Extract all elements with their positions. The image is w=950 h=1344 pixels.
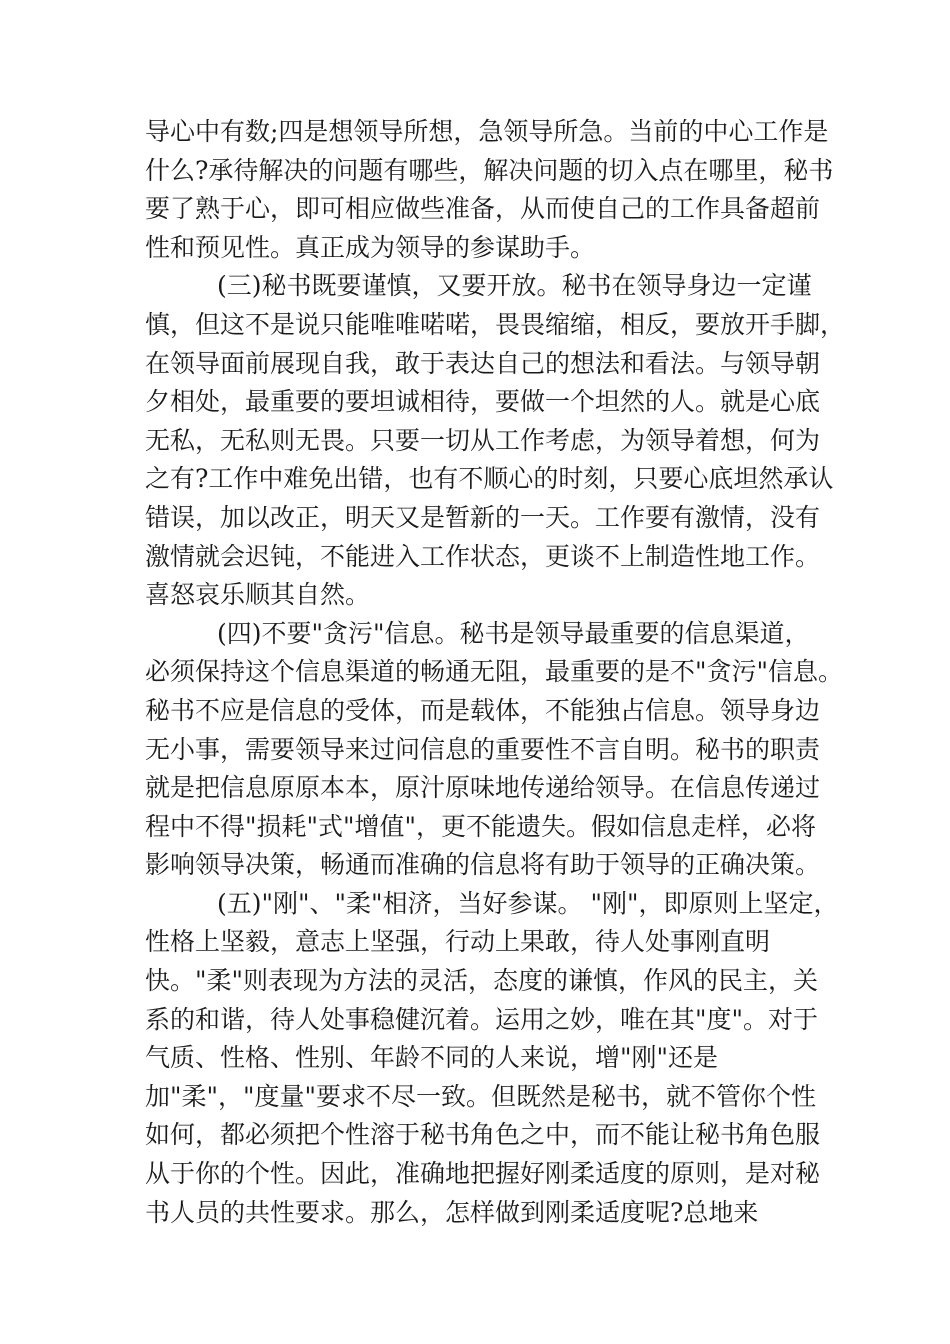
text-line: 从于你的个性。因此，准确地把握好刚柔适度的原则，是对秘 — [145, 1159, 821, 1189]
text-line: 快。"柔"则表现为方法的灵活，态度的谦慎，作风的民主，关 — [145, 966, 819, 996]
text-line: 影响领导决策，畅通而准确的信息将有助于领导的正确决策。 — [145, 850, 821, 880]
text-line: 夕相处，最重要的要坦诚相待，要做一个坦然的人。就是心底 — [145, 387, 821, 417]
text-line: 之有?工作中难免出错，也有不顺心的时刻，只要心底坦然承认 — [145, 464, 834, 494]
text-line: 如何，都必须把个性溶于秘书角色之中，而不能让秘书角色服 — [145, 1120, 821, 1150]
text-line: 程中不得"损耗"式"增值"，更不能遗失。假如信息走样，必将 — [145, 811, 816, 841]
text-line: 无小事，需要领导来过问信息的重要性不言自明。秘书的职责 — [145, 734, 821, 764]
text-line: 加"柔"，"度量"要求不尽一致。但既然是秘书，就不管你个性 — [145, 1081, 816, 1111]
text-line: 在领导面前展现自我，敢于表达自己的想法和看法。与领导朝 — [145, 348, 821, 378]
paragraph-start-line: (四)不要"贪污"信息。秘书是领导最重要的信息渠道， — [217, 618, 810, 648]
text-line: 导心中有数;四是想领导所想，急领导所急。当前的中心工作是 — [145, 117, 829, 146]
text-line: 必须保持这个信息渠道的畅通无阻，最重要的是不"贪污"信息。 — [145, 657, 844, 687]
text-line: 就是把信息原原本本，原汁原味地传递给领导。在信息传递过 — [145, 773, 821, 803]
text-line: 性格上坚毅，意志上坚强，行动上果敢，待人处事刚直明 — [145, 927, 771, 957]
paragraph-start-line: (三)秘书既要谨慎，又要开放。秘书在领导身边一定谨 — [217, 271, 812, 301]
text-line: 喜怒哀乐顺其自然。 — [145, 580, 371, 610]
text-line: 错误，加以改正，明天又是暂新的一天。工作要有激情，没有 — [145, 502, 821, 532]
text-line: 什么?承待解决的问题有哪些，解决问题的切入点在哪里，秘书 — [145, 155, 834, 185]
text-line: 性和预见性。真正成为领导的参谋助手。 — [145, 232, 596, 262]
body-text — [145, 113, 846, 1232]
text-line: 激情就会迟钝，不能进入工作状态，更谈不上制造性地工作。 — [145, 541, 821, 571]
paragraph-start-line: (五)"刚"、"柔"相济，当好参谋。 "刚"，即原则上坚定， — [217, 888, 839, 918]
text-line: 慎，但这不是说只能唯唯喏喏，畏畏缩缩，相反，要放开手脚， — [145, 309, 846, 339]
text-line: 秘书不应是信息的受体，而是载体，不能独占信息。领导身边 — [145, 695, 821, 725]
text-line: 要了熟于心，即可相应做些准备，从而使自己的工作具备超前 — [145, 194, 821, 224]
text-line: 无私，无私则无畏。只要一切从工作考虑，为领导着想，何为 — [145, 425, 821, 455]
text-line: 书人员的共性要求。那么，怎样做到刚柔适度呢?总地来 — [145, 1197, 759, 1227]
text-line: 系的和谐，待人处事稳健沉着。运用之妙，唯在其"度"。对于 — [145, 1004, 819, 1034]
text-line: 气质、性格、性别、年龄不同的人来说，增"刚"还是 — [145, 1043, 719, 1073]
